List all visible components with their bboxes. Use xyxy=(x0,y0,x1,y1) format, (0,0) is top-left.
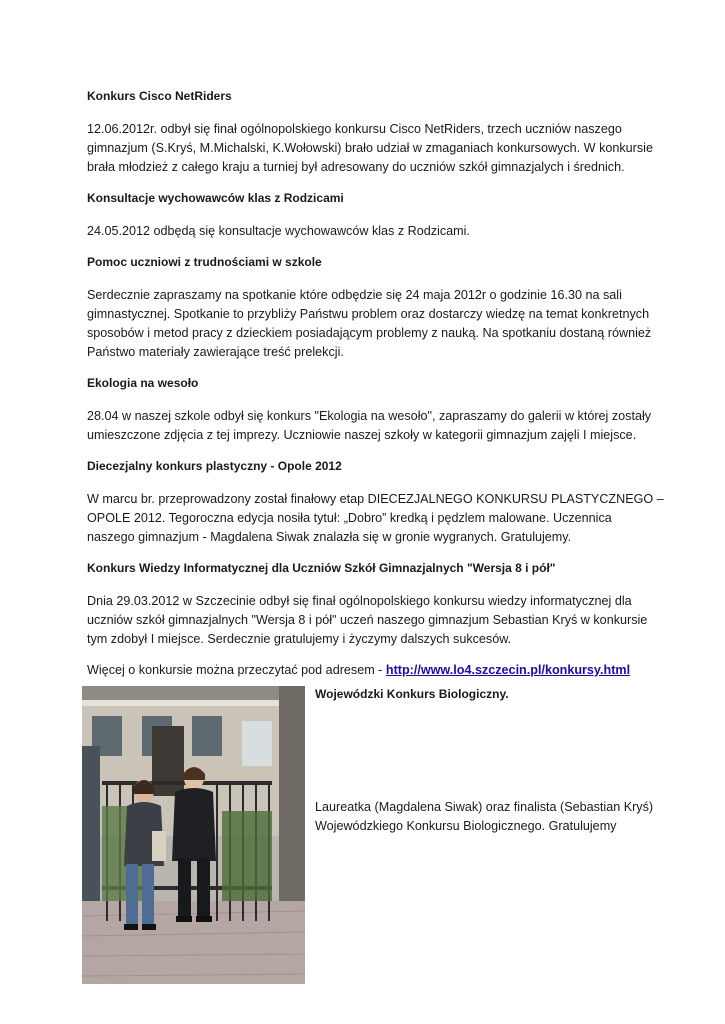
section-title: Ekologia na wesoło xyxy=(87,376,199,390)
section-title: Wojewódzki Konkurs Biologiczny. xyxy=(315,687,509,701)
paragraph-line: W marcu br. przeprowadzony został finałowy etap DIECEZJALNEGO KONKURSU PLASTYCZNEGO – xyxy=(87,492,664,506)
section-paragraph xyxy=(87,490,664,547)
paragraph-line: umieszczone zdjęcia z tej imprezy. Uczniowie naszej szkoły w kategorii gimnazjum zajęli I miejsce. xyxy=(87,428,637,442)
paragraph-line: gimnastycznej. Spotkanie to przybliży Państwu problem oraz dostarczy wiedzę na temat konkretnych xyxy=(87,307,650,321)
paragraph-line: gimnazjum (S.Kryś, M.Michalski, K.Wołowski) brało udział w zmaganiach konkursowych. W konkursie xyxy=(87,141,653,155)
section-title: Pomoc uczniowi z trudnościami w szkole xyxy=(87,255,322,269)
more-info-line xyxy=(87,661,647,680)
paragraph-line: OPOLE 2012. Tegoroczna edycja nosiła tytuł: „Dobro” kredką i pędzlem malowane. Uczennica xyxy=(87,511,612,525)
konkursy-link[interactable]: http://www.lo4.szczecin.pl/konkursy.html xyxy=(385,663,631,677)
paragraph-line: 24.05.2012 odbędą się konsultacje wychowawców klas z Rodzicami. xyxy=(87,224,470,238)
section-title: Konsultacje wychowawców klas z Rodzicami xyxy=(87,191,344,205)
paragraph-line: 28.04 w naszej szkole odbył się konkurs "Ekologia na wesoło", zapraszamy do galerii w której zostały xyxy=(87,409,652,423)
students-photo xyxy=(82,686,305,984)
paragraph-line: Dnia 29.03.2012 w Szczecinie odbył się finał ogólnopolskiego konkursu wiedzy informatycznej dla xyxy=(87,594,632,608)
caption-line: Laureatka (Magdalena Siwak) oraz finalista (Sebastian Kryś) xyxy=(315,800,654,814)
section-paragraph xyxy=(87,222,647,241)
document-body xyxy=(87,87,664,692)
section-paragraph xyxy=(87,592,647,649)
paragraph-line: 12.06.2012r. odbył się finał ogólnopolskiego konkursu Cisco NetRiders, trzech uczniów naszego xyxy=(87,122,622,136)
section-title: Konkurs Cisco NetRiders xyxy=(87,89,232,103)
paragraph-line: uczniów szkół gimnazjalnych "Wersja 8 i pół" uczeń naszego gimnazjum Sebastian Kryś w konkursie xyxy=(87,613,648,627)
paragraph-line: Państwo materiały zawierające treść prelekcji. xyxy=(87,345,344,359)
section-paragraph xyxy=(87,286,652,362)
paragraph-line: brała młodzież z całego kraju a turniej był adresowany do uczniów szkół gimnazjalych i średnich. xyxy=(87,160,625,174)
section-paragraph xyxy=(87,407,652,445)
photo-caption xyxy=(315,798,653,836)
more-info-text: Więcej o konkursie można przeczytać pod adresem - xyxy=(87,663,386,677)
paragraph-line: Serdecznie zapraszamy na spotkanie które odbędzie się 24 maja 2012r o godzinie 16.30 na sali xyxy=(87,288,622,302)
paragraph-line: sposobów i metod pracy z dzieckiem posiadającym problemy z nauką. Na spotkaniu dostaną również xyxy=(87,326,652,340)
section-title: Konkurs Wiedzy Informatycznej dla Uczniów Szkół Gimnazjalnych "Wersja 8 i pół" xyxy=(87,561,556,575)
caption-line: Wojewódzkiego Konkursu Biologicznego. Gratulujemy xyxy=(315,819,617,833)
paragraph-line: naszego gimnazjum - Magdalena Siwak znalazła się w gronie wygranych. Gratulujemy. xyxy=(87,530,572,544)
biology-contest-block xyxy=(82,686,662,986)
section-title: Diecezjalny konkurs plastyczny - Opole 2012 xyxy=(87,459,342,473)
section-paragraph xyxy=(87,120,653,177)
paragraph-line: tym zdobył I miejsce. Serdecznie gratulujemy i życzymy dalszych sukcesów. xyxy=(87,632,512,646)
